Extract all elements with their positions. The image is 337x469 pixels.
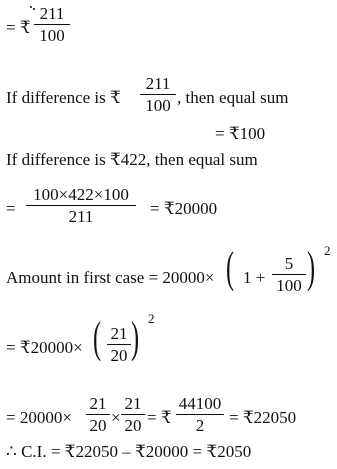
line4-text: If difference is ₹422, then equal sum (6, 150, 258, 169)
fraction-bar (121, 414, 145, 415)
line5-fraction (26, 185, 136, 226)
line9-text: ∴ C.I. = ₹22050 – ₹20000 = ₹2050 (6, 442, 252, 461)
line2-fraction (140, 74, 176, 115)
line8-result: = ₹22050 (229, 408, 297, 427)
line1-den: 100 (39, 26, 65, 45)
fraction-bar (34, 24, 70, 25)
line8-eq-rupee: = ₹ (147, 408, 172, 427)
line7-fraction (107, 324, 131, 365)
line6-text: Amount in first case = 20000× (6, 268, 215, 287)
line2-suffix: , then equal sum (177, 88, 289, 107)
fraction-bar (272, 274, 306, 275)
line8-start: = 20000× (6, 408, 72, 427)
line6-den: 100 (276, 276, 302, 295)
line8-fraction-1 (86, 394, 110, 435)
fraction-num: 44100 (178, 394, 222, 413)
line3-text: = ₹100 (215, 124, 266, 143)
line8-fraction-3 (176, 394, 224, 435)
line2-num: 211 (145, 74, 171, 93)
fraction-bar (176, 414, 224, 415)
fraction-bar (86, 414, 110, 415)
line7-eq: = ₹20000× (6, 338, 83, 357)
line7-den: 20 (110, 346, 128, 365)
fraction-num: 21 (89, 394, 107, 413)
line1-num: 211 (39, 4, 65, 23)
line2-text: If difference is ₹ (6, 88, 121, 107)
line6-exponent: 2 (324, 243, 331, 258)
line1-fraction (34, 4, 70, 45)
fraction-bar (26, 205, 136, 206)
line7-exponent: 2 (148, 311, 155, 326)
line5-eq: = (6, 199, 16, 218)
right-paren: ) (307, 243, 316, 292)
line8-fraction-2 (121, 394, 145, 435)
fraction-num: 21 (124, 394, 142, 413)
left-paren: ( (226, 243, 235, 292)
line5-den: 211 (68, 207, 94, 226)
line6-one-plus: 1 + (243, 268, 266, 287)
fraction-den: 20 (89, 416, 107, 435)
right-paren: ) (131, 313, 140, 362)
fraction-bar (140, 94, 176, 95)
line5-result: = ₹20000 (150, 199, 218, 218)
line2-den: 100 (145, 96, 171, 115)
fraction-bar (107, 344, 131, 345)
line6-num: 5 (284, 254, 294, 273)
line6-fraction (272, 254, 306, 295)
line1-eq: = ₹ (6, 18, 31, 37)
left-paren: ( (93, 313, 102, 362)
fraction-den: 20 (124, 416, 142, 435)
line5-num: 100×422×100 (33, 185, 129, 204)
stray-mark (30, 6, 32, 8)
line7-num: 21 (110, 324, 128, 343)
fraction-den: 2 (195, 416, 205, 435)
line8-times: × (111, 408, 121, 427)
